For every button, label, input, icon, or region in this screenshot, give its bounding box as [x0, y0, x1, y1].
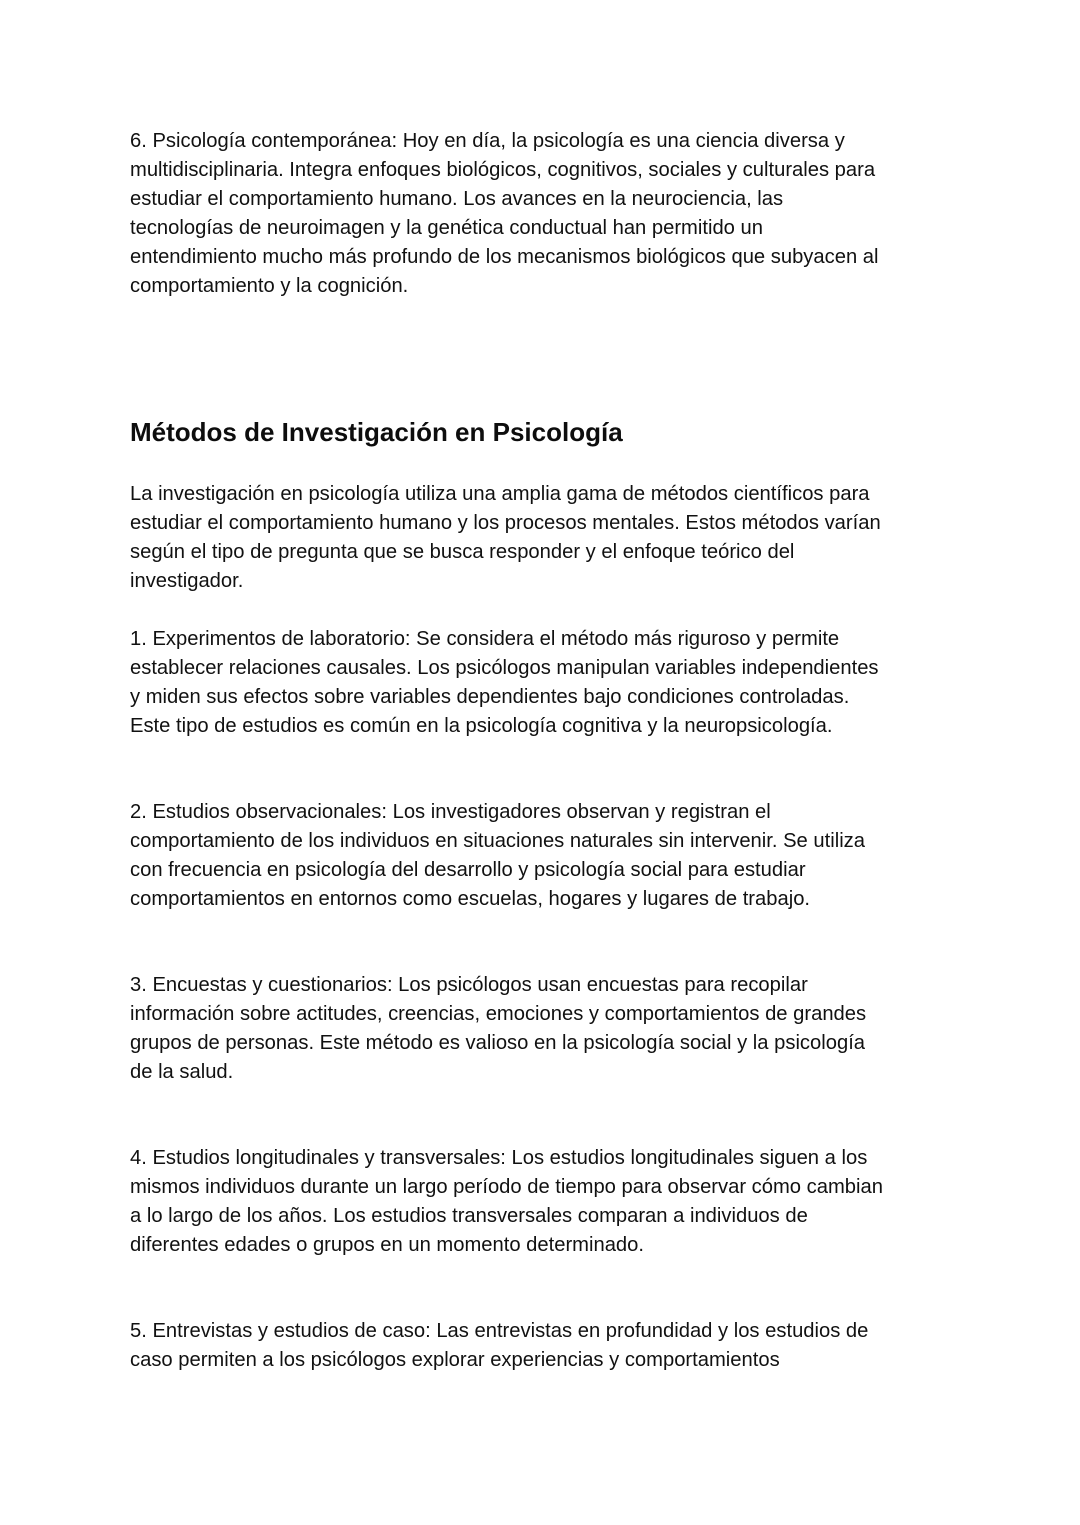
text-line: mismos individuos durante un largo período de tiempo para observar cómo cambian [130, 1176, 883, 1198]
paragraph-intro-metodos [130, 480, 950, 596]
text-line: multidisciplinaria. Integra enfoques biológicos, cognitivos, sociales y culturales para [130, 159, 876, 181]
text-line: 6. Psicología contemporánea: Hoy en día, la psicología es una ciencia diversa y [130, 130, 845, 152]
text-line: entendimiento mucho más profundo de los mecanismos biológicos que subyacen al [130, 246, 879, 268]
text-line: y miden sus efectos sobre variables dependientes bajo condiciones controladas. [130, 686, 850, 708]
method-item-experimentos [130, 625, 950, 741]
text-line: comportamiento de los individuos en situaciones naturales sin intervenir. Se utiliza [130, 830, 865, 852]
method-item-entrevistas [130, 1317, 950, 1375]
text-line: comportamiento y la cognición. [130, 275, 409, 297]
text-line: estudiar el comportamiento humano y los procesos mentales. Estos métodos varían [130, 512, 881, 534]
text-line: a lo largo de los años. Los estudios transversales comparan a individuos de [130, 1205, 808, 1227]
text-line: 1. Experimentos de laboratorio: Se considera el método más riguroso y permite [130, 628, 840, 650]
text-line: información sobre actitudes, creencias, emociones y comportamientos de grandes [130, 1003, 867, 1025]
method-item-longitudinales [130, 1144, 950, 1260]
text-line: 2. Estudios observacionales: Los investigadores observan y registran el [130, 801, 771, 823]
text-line: investigador. [130, 570, 244, 592]
text-line: La investigación en psicología utiliza una amplia gama de métodos científicos para [130, 483, 870, 505]
text-line: estudiar el comportamiento humano. Los avances en la neurociencia, las [130, 188, 784, 210]
text-line: grupos de personas. Este método es valioso en la psicología social y la psicología [130, 1032, 866, 1054]
method-item-observacionales [130, 798, 950, 914]
text-line: Este tipo de estudios es común en la psicología cognitiva y la neuropsicología. [130, 715, 833, 737]
text-line: comportamientos en entornos como escuelas, hogares y lugares de trabajo. [130, 888, 811, 910]
text-line: con frecuencia en psicología del desarrollo y psicología social para estudiar [130, 859, 806, 881]
text-line: establecer relaciones causales. Los psicólogos manipulan variables independientes [130, 657, 879, 679]
document-page [130, 127, 950, 1375]
text-line: tecnologías de neuroimagen y la genética conductual han permitido un [130, 217, 763, 239]
text-line: 3. Encuestas y cuestionarios: Los psicólogos usan encuestas para recopilar [130, 974, 808, 996]
method-item-encuestas [130, 971, 950, 1087]
paragraph-psicologia-contemporanea [130, 127, 950, 301]
section-heading-metodos: Métodos de Investigación en Psicología [130, 417, 623, 447]
text-line: diferentes edades o grupos en un momento determinado. [130, 1234, 644, 1256]
text-line: 4. Estudios longitudinales y transversales: Los estudios longitudinales siguen a los [130, 1147, 868, 1169]
text-line: según el tipo de pregunta que se busca responder y el enfoque teórico del [130, 541, 795, 563]
text-line: de la salud. [130, 1061, 234, 1083]
text-line: 5. Entrevistas y estudios de caso: Las entrevistas en profundidad y los estudios de [130, 1320, 869, 1342]
text-line: caso permiten a los psicólogos explorar experiencias y comportamientos [130, 1349, 780, 1371]
